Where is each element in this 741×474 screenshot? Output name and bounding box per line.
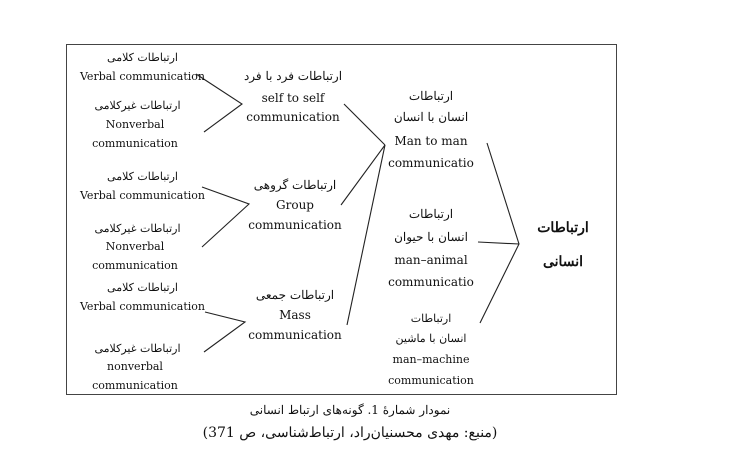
node-animal-fa-line2: انسان با حیوان: [394, 230, 468, 244]
node-group-fa: ارتباطات گروهی: [253, 178, 337, 192]
leaf-6-fa: ارتباطات غیرکلامی: [94, 342, 181, 355]
leaf-4-fa: ارتباطات غیرکلامی: [94, 222, 181, 235]
node-machine-fa-line1: ارتباطات: [410, 312, 452, 325]
node-group-en-line1: Group: [276, 198, 314, 212]
root-line2: انسانی: [542, 254, 584, 270]
leaf-5-fa: ارتباطات کلامی: [107, 281, 178, 294]
node-mass-fa: ارتباطات جمعی: [255, 288, 335, 302]
leaf-2-en-line2: communication: [92, 137, 178, 150]
node-machine-fa-line2: انسان با ماشین: [395, 332, 467, 345]
node-man-en-line1: Man to man: [394, 134, 468, 148]
leaf-2-en-line1: Nonverbal: [105, 118, 165, 131]
node-man-fa-line1: ارتباطات: [408, 89, 454, 103]
node-animal-en-line1: man–animal: [394, 253, 468, 267]
leaf-1-fa: ارتباطات کلامی: [107, 51, 178, 64]
leaf-6-en-line2: communication: [92, 379, 178, 392]
node-mass-en-line2: communication: [248, 328, 342, 342]
node-machine-en-line1: man–machine: [392, 353, 470, 366]
bracket-mass: [204, 312, 245, 352]
node-animal-en-line2: communicatio: [388, 275, 474, 289]
node-mass-en-line1: Mass: [279, 308, 311, 322]
bracket-group: [202, 187, 249, 247]
node-machine-en-line2: communication: [388, 374, 474, 387]
node-self-to-self-fa: ارتباطات فرد با فرد: [243, 69, 343, 83]
node-animal-fa-line1: ارتباطات: [408, 207, 454, 221]
leaf-3-en: Verbal communication: [80, 189, 206, 202]
node-self-to-self-en-line2: communication: [246, 110, 340, 124]
leaf-4-en-line1: Nonverbal: [105, 240, 165, 253]
node-self-to-self-en-line1: self to self: [261, 91, 325, 105]
node-man-en-line2: communicatio: [388, 156, 474, 170]
node-man-fa-line2: انسان با انسان: [393, 110, 469, 124]
leaf-3-fa: ارتباطات کلامی: [107, 170, 178, 183]
leaf-4-en-line2: communication: [92, 259, 178, 272]
figure-caption: نمودار شمارۀ 1. گونه‌های ارتباط انسانی: [249, 403, 451, 417]
leaf-2-fa: ارتباطات غیرکلامی: [94, 99, 181, 112]
root-line1: ارتباطات: [537, 220, 589, 236]
leaf-5-en: Verbal communication: [80, 300, 206, 313]
node-group-en-line2: communication: [248, 218, 342, 232]
leaf-6-en-line1: nonverbal: [107, 360, 163, 373]
figure-source: (منبع: مهدی محسنیان‌راد، ارتباط‌شناسی، ص 371): [202, 425, 498, 441]
leaf-1-en: Verbal communication: [80, 70, 206, 83]
